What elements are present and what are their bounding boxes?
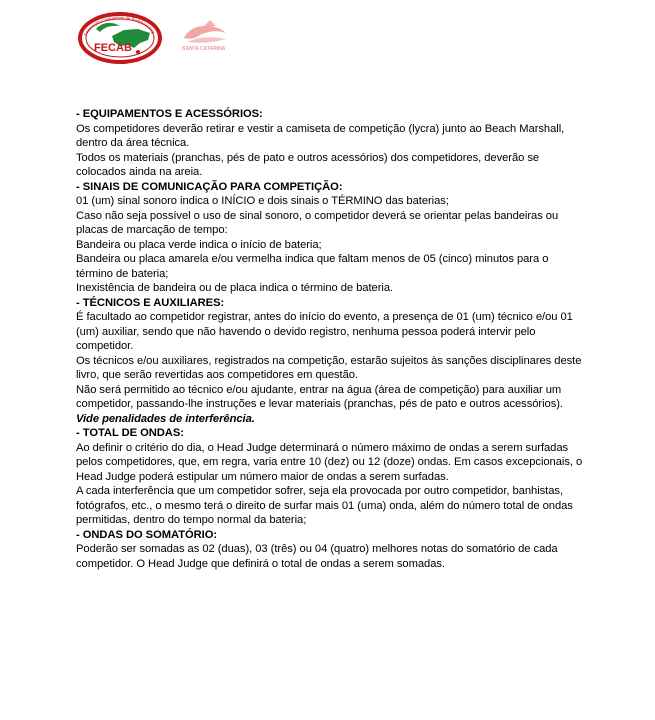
fecab-text: FECAB — [94, 42, 132, 54]
section-heading: - ONDAS DO SOMATÓRIO: — [76, 528, 218, 541]
section-heading: - TÉCNICOS E AUXILIARES: — [76, 296, 225, 309]
paragraph: Todos os materiais (pranchas, pés de pato e outros acessórios) dos competidores, deverão se colocados ainda na areia. — [76, 151, 540, 178]
document-body — [76, 107, 586, 571]
emphasis-text: Vide penalidades de interferência. — [76, 412, 255, 425]
paragraph: Bandeira ou placa verde indica o início de bateria; — [76, 238, 322, 251]
section-heading: - TOTAL DE ONDAS: — [76, 427, 184, 439]
paragraph: Poderão ser somadas as 02 (duas), 03 (três) ou 04 (quatro) melhores notas do somatório de cada competidor. O Head Judge que definirá o total de ondas a serem somadas. — [76, 543, 558, 570]
santa-catarina-logo — [182, 20, 226, 52]
logos — [76, 12, 246, 64]
section-heading: - SINAIS DE COMUNICAÇÃO PARA COMPETIÇÃO: — [76, 180, 343, 193]
paragraph: 01 (um) sinal sonoro indica o INÍCIO e dois sinais o TÉRMINO das baterias; — [76, 195, 449, 207]
paragraph: É facultado ao competidor registrar, antes do início do evento, a presença de 01 (um) técnico e/ou 01 (um) auxiliar, sendo que não havendo o devido registro, nenhuma pessoa poderá intervir pelo competidor. — [76, 311, 573, 352]
paragraph — [76, 383, 586, 427]
paragraph: Inexistência de bandeira ou de placa indica o término de bateria. — [76, 282, 394, 294]
paragraph: Os técnicos e/ou auxiliares, registrados na competição, estarão sujeitos às sanções disciplinares deste livro, que serão revertidas aos competidores em questão. — [76, 354, 582, 381]
section-heading: - EQUIPAMENTOS E ACESSÓRIOS: — [76, 108, 263, 120]
paragraph: Bandeira ou placa amarela e/ou vermelha indica que faltam menos de 05 (cinco) minutos para o término de bateria; — [76, 253, 549, 280]
paragraph: Caso não seja possível o uso de sinal sonoro, o competidor deverá se orientar pelas bandeiras ou placas de marcação de tempo: — [76, 209, 559, 236]
paragraph-text: Não será permitido ao técnico e/ou ajudante, entrar na água (área de competição) para auxiliar um competidor, passando-lhe instruções e levar materiais (pranchas, pés de pato e outros acessórios). — [76, 383, 563, 410]
paragraph: Ao definir o critério do dia, o Head Judge determinará o número máximo de ondas a serem surfadas pelos competidores, que, em regra, varia entre 10 (dez) ou 12 (doze) ondas. Em casos excepcionais, o Head Judge poderá estipular um número maior de ondas a serem surfadas. — [76, 441, 583, 483]
santa-catarina-text: SANTA CATARINA — [182, 46, 226, 52]
fecab-ring-text: Federação Catarinense de Bodyboarding — [82, 14, 157, 37]
fecab-logo — [80, 14, 160, 62]
paragraph: A cada interferência que um competidor sofrer, seja ela provocada por outro competidor, banhistas, fotógrafos, etc., o mesmo terá o direito de surfar mais 01 (uma) onda, além do número total de ondas permitidas, dentro do tempo normal da bateria; — [76, 485, 573, 526]
paragraph: Os competidores deverão retirar e vestir a camiseta de competição (lycra) junto ao Beach Marshall, dentro da área técnica. — [76, 122, 565, 149]
